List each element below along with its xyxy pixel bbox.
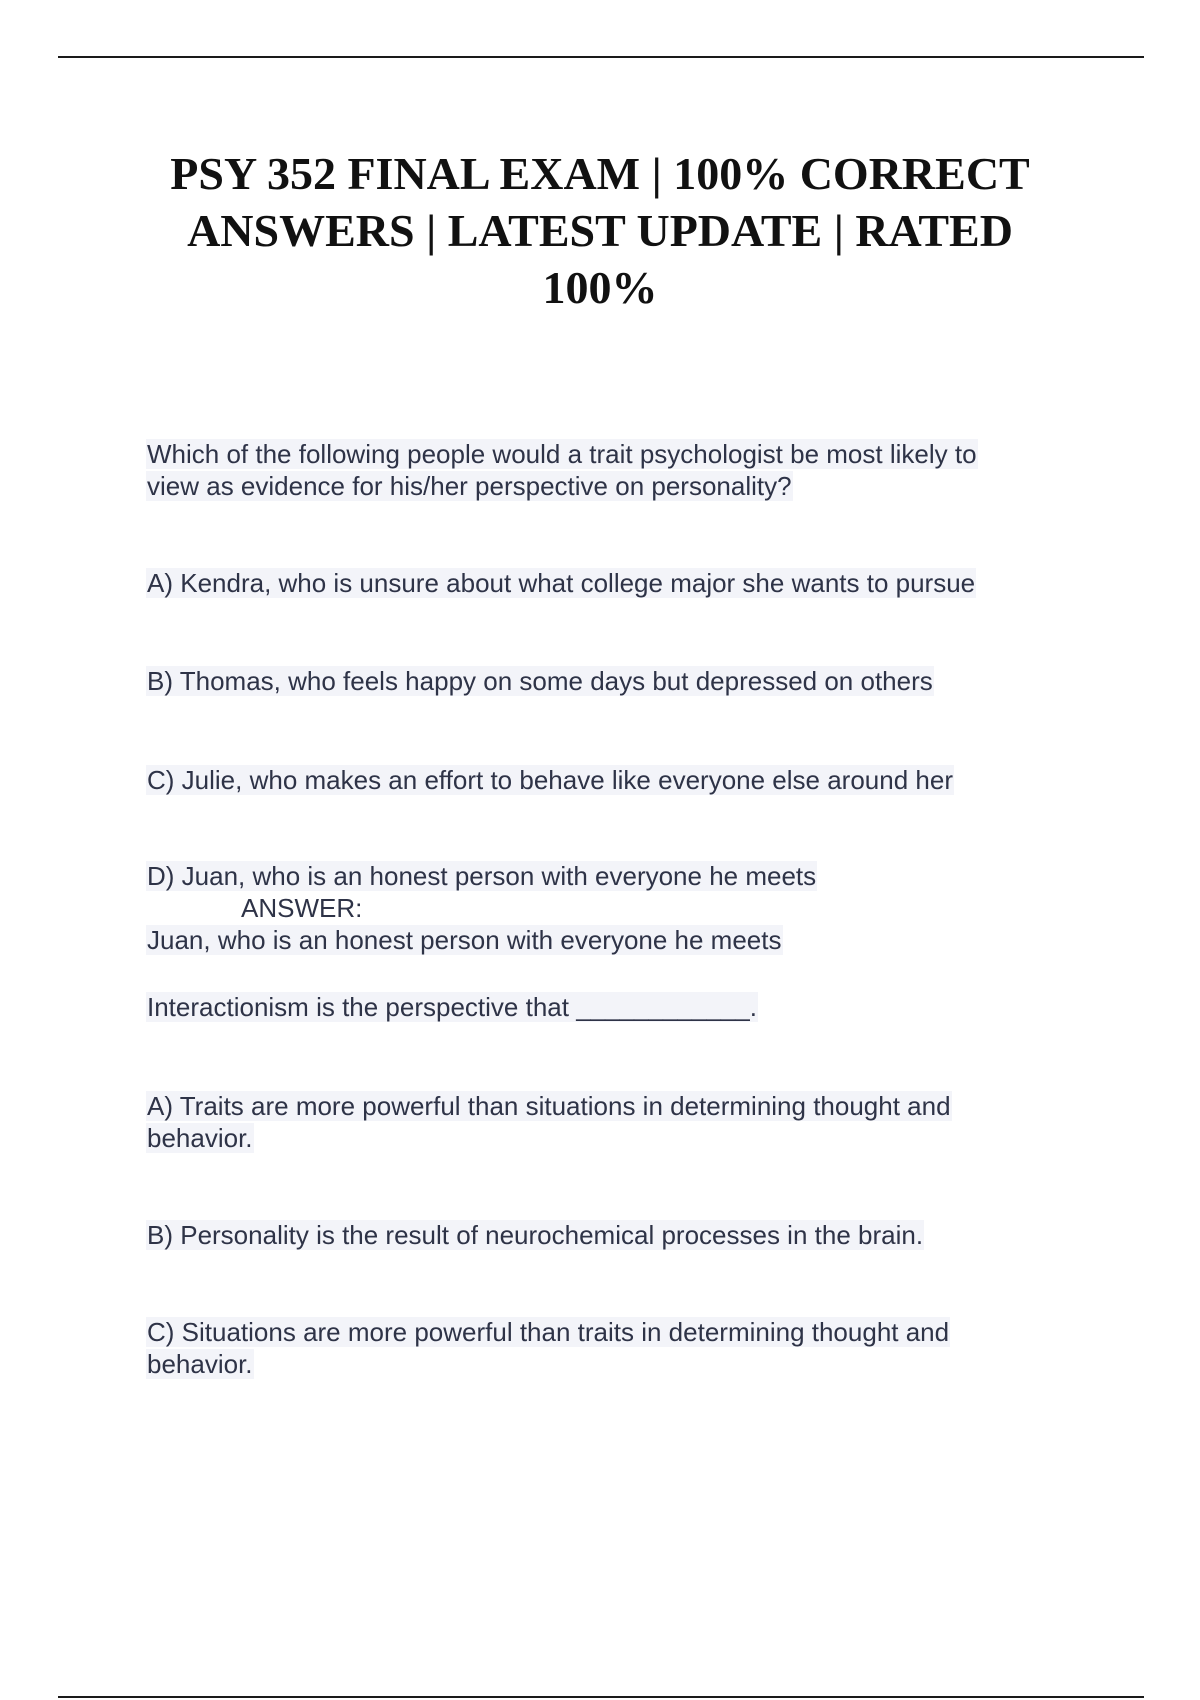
question-1-option-a-text: A) Kendra, who is unsure about what college major she wants to pursue: [147, 568, 976, 598]
question-1-prompt-line-1: Which of the following people would a trait psychologist be most likely to: [147, 439, 977, 469]
question-2-prompt-text: Interactionism is the perspective that ____________.: [147, 992, 757, 1022]
question-2-option-a: [146, 1090, 952, 1154]
question-2-option-a-line-2: behavior.: [147, 1123, 253, 1153]
bottom-rule: [58, 1696, 1144, 1698]
question-2-option-b-text: B) Personality is the result of neurochemical processes in the brain.: [147, 1220, 924, 1250]
answer-label: ANSWER:: [241, 893, 363, 923]
question-2-option-a-line-1: A) Traits are more powerful than situations in determining thought and: [147, 1091, 951, 1121]
question-1-option-b: [146, 665, 934, 697]
top-rule: [58, 56, 1144, 58]
question-2-option-c-line-2: behavior.: [147, 1349, 253, 1379]
title-line-1: PSY 352 FINAL EXAM | 100% CORRECT: [170, 148, 1030, 199]
document-title: [100, 145, 1100, 316]
question-2-option-c-line-1: C) Situations are more powerful than traits in determining thought and: [147, 1317, 950, 1347]
question-1-option-d-text: D) Juan, who is an honest person with everyone he meets: [147, 861, 817, 891]
question-1-option-a: [146, 567, 976, 599]
question-2-prompt: [146, 991, 758, 1023]
question-2-option-b: [146, 1219, 924, 1251]
question-1-option-d-and-answer: [146, 860, 817, 956]
question-1-answer-text: Juan, who is an honest person with everyone he meets: [147, 925, 782, 955]
question-1-prompt-line-2: view as evidence for his/her perspective on personality?: [147, 471, 792, 501]
question-2-option-c: [146, 1316, 950, 1380]
question-1-option-c: [146, 764, 954, 796]
question-1-prompt: [146, 438, 978, 502]
title-line-2: ANSWERS | LATEST UPDATE | RATED: [187, 205, 1013, 256]
question-1-option-c-text: C) Julie, who makes an effort to behave like everyone else around her: [147, 765, 953, 795]
title-line-3: 100%: [542, 262, 658, 313]
question-1-option-b-text: B) Thomas, who feels happy on some days but depressed on others: [147, 666, 933, 696]
